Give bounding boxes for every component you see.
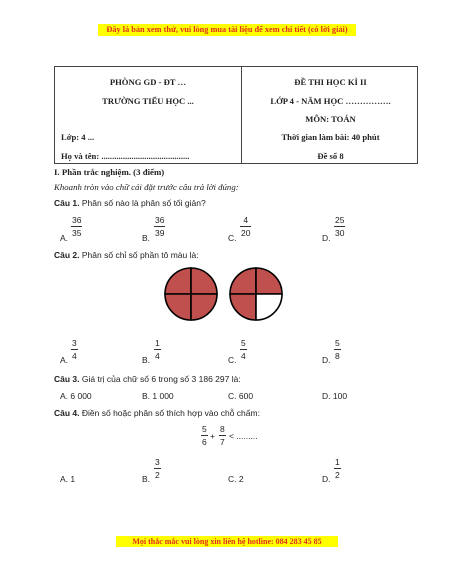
q1-option-a-letter[interactable]: A. — [60, 233, 69, 243]
numerator: 5 — [202, 424, 207, 434]
q1-option-c-letter[interactable]: C. — [228, 233, 237, 243]
question-2-label: Câu 2. — [54, 250, 80, 260]
fraction-bar — [334, 349, 341, 350]
numerator: 4 — [243, 215, 249, 225]
department-label: PHÒNG GD - ĐT … — [109, 77, 187, 87]
q3-option-d[interactable]: D. 100 — [322, 391, 348, 401]
option-letter: A. — [60, 474, 69, 484]
exam-number: Đề số 8 — [317, 151, 344, 161]
fraction-bar — [154, 226, 165, 227]
q4-option-b-letter[interactable]: B. — [142, 474, 151, 484]
expr-fraction-a — [201, 424, 208, 447]
pie-fully-shaded — [163, 266, 219, 322]
numerator: 3 — [155, 457, 160, 467]
fraction-bar — [219, 435, 226, 436]
denominator: 4 — [72, 351, 77, 361]
preview-banner: Đây là bản xem thử, vui lòng mua tài liệu để xem chi tiết (có lời giải) — [98, 24, 356, 36]
q2-option-a-fraction[interactable] — [71, 338, 78, 361]
numerator: 3 — [72, 338, 77, 348]
fraction-bar — [240, 349, 247, 350]
hotline-footer: Mọi thắc mắc vui lòng xin liên hệ hotline: 084 283 45 85 — [116, 536, 338, 547]
time-label: Thời gian làm bài: 40 phút — [281, 132, 380, 142]
fraction-bar — [71, 349, 78, 350]
plus-operator: + — [210, 431, 215, 441]
question-2-text: Phân số chỉ số phần tô màu là: — [81, 250, 199, 260]
grade-year-label: LỚP 4 - NĂM HỌC ……………. — [270, 96, 391, 106]
denominator: 4 — [241, 351, 246, 361]
expr-fraction-b — [219, 424, 226, 447]
fraction-bar — [154, 349, 161, 350]
name-label: Họ và tên: ......................................... — [61, 151, 190, 161]
numerator: 8 — [220, 424, 225, 434]
pie-three-quarters-shaded — [228, 266, 284, 322]
less-than-blank: < ......... — [229, 431, 258, 441]
question-4-text: Điền số hoặc phân số thích hợp vào chỗ chấm: — [81, 408, 260, 418]
option-letter: C. — [228, 474, 237, 484]
numerator: 36 — [155, 215, 165, 225]
fraction-bar — [334, 226, 345, 227]
fraction-bar — [71, 226, 82, 227]
denominator: 4 — [155, 351, 160, 361]
q1-option-b-fraction[interactable] — [154, 215, 165, 238]
q2-option-a-letter[interactable]: A. — [60, 355, 69, 365]
question-1 — [54, 198, 206, 208]
q1-option-d-fraction[interactable] — [334, 215, 345, 238]
fraction-bar — [201, 435, 208, 436]
q4-option-c[interactable] — [228, 474, 244, 484]
q2-option-c-fraction[interactable] — [240, 338, 247, 361]
question-3 — [54, 374, 241, 384]
fraction-bar — [334, 468, 341, 469]
exam-header-table — [54, 66, 418, 164]
q4-option-d-letter[interactable]: D. — [322, 474, 331, 484]
q3-option-a[interactable]: A. 6 000 — [60, 391, 92, 401]
denominator: 30 — [335, 228, 345, 238]
denominator: 6 — [202, 437, 207, 447]
shaded-quarter — [165, 294, 191, 320]
question-1-label: Câu 1. — [54, 198, 80, 208]
q1-option-d-letter[interactable]: D. — [322, 233, 331, 243]
shaded-quarter — [256, 268, 282, 294]
question-1-text: Phân số nào là phân số tối giản? — [81, 198, 206, 208]
section-title: I. Phần trắc nghiệm. (3 điểm) — [54, 167, 165, 177]
unshaded-quarter — [256, 294, 282, 320]
numerator: 5 — [241, 338, 246, 348]
question-4-label: Câu 4. — [54, 408, 80, 418]
denominator: 2 — [155, 470, 160, 480]
q1-option-b-letter[interactable]: B. — [142, 233, 151, 243]
exam-title: ĐỀ THI HỌC KÌ II — [294, 77, 367, 87]
shaded-quarter — [165, 268, 191, 294]
shaded-quarter — [230, 268, 256, 294]
fraction-bar — [240, 226, 251, 227]
numerator: 25 — [335, 215, 345, 225]
denominator: 20 — [241, 228, 251, 238]
q2-option-d-letter[interactable]: D. — [322, 355, 331, 365]
q2-option-b-letter[interactable]: B. — [142, 355, 151, 365]
numerator: 1 — [335, 457, 340, 467]
q1-option-a-fraction[interactable] — [71, 215, 82, 238]
option-value: 2 — [238, 474, 244, 484]
shaded-quarter — [230, 294, 256, 320]
question-2 — [54, 250, 199, 260]
q3-option-c[interactable]: C. 600 — [228, 391, 254, 401]
denominator: 39 — [155, 228, 165, 238]
subject-label: MÔN: TOÁN — [305, 114, 356, 124]
numerator: 1 — [155, 338, 160, 348]
question-4 — [54, 408, 260, 418]
q1-option-c-fraction[interactable] — [240, 215, 251, 238]
q3-option-b[interactable]: B. 1 000 — [142, 391, 174, 401]
question-3-label: Câu 3. — [54, 374, 80, 384]
denominator: 35 — [72, 228, 82, 238]
denominator: 2 — [335, 470, 340, 480]
denominator: 8 — [335, 351, 340, 361]
q2-option-d-fraction[interactable] — [334, 338, 341, 361]
section-instruction: Khoanh tròn vào chữ cái đặt trước câu trả lời đúng: — [54, 182, 239, 192]
numerator: 5 — [335, 338, 340, 348]
shaded-quarter — [191, 294, 217, 320]
class-label: Lớp: 4 ... — [61, 132, 95, 142]
numerator: 36 — [72, 215, 82, 225]
fraction-bar — [154, 468, 161, 469]
shaded-quarter — [191, 268, 217, 294]
q2-option-b-fraction[interactable] — [154, 338, 161, 361]
question-3-text: Giá trị của chữ số 6 trong số 3 186 297 là: — [81, 374, 241, 384]
school-label: TRƯỜNG TIỂU HỌC ... — [102, 96, 194, 106]
q4-option-d-fraction[interactable] — [334, 457, 341, 480]
denominator: 7 — [220, 437, 225, 447]
option-value: 1 — [70, 474, 76, 484]
q2-option-c-letter[interactable]: C. — [228, 355, 237, 365]
q4-option-b-fraction[interactable] — [154, 457, 161, 480]
q4-option-a[interactable] — [60, 474, 75, 484]
